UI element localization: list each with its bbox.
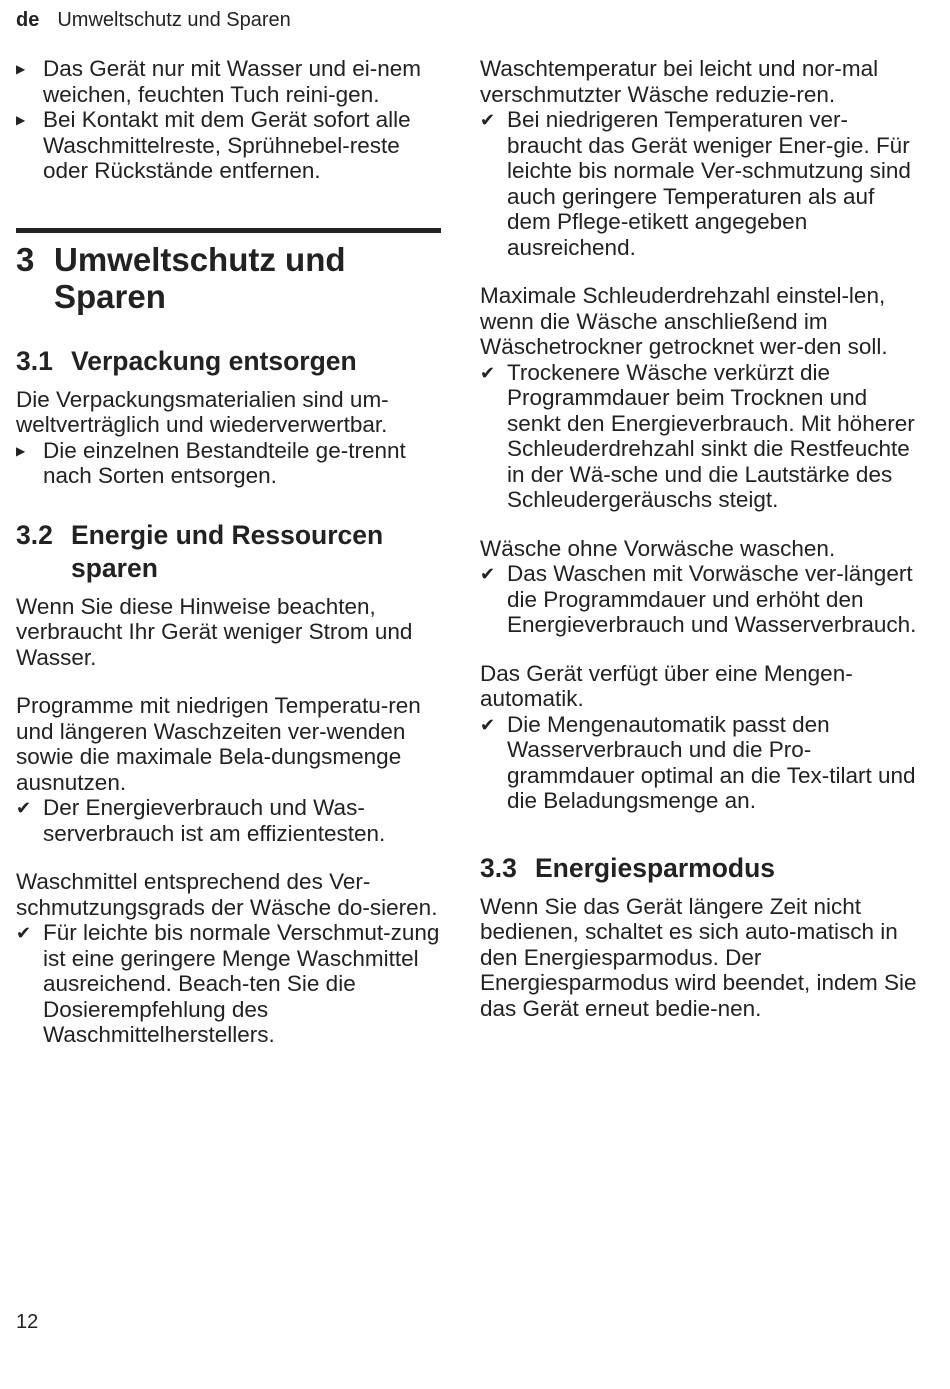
result-item: ✔ Das Waschen mit Vorwäsche ver-längert die Programmdauer und erhöht den Energieverbrauch und Wasserverbrauch.: [480, 561, 917, 637]
arrow-bullet-icon: ▶: [16, 443, 26, 458]
language-code: de: [16, 9, 40, 31]
page-number: 12: [16, 1311, 39, 1333]
instruction-bullet: ▶ Das Gerät nur mit Wasser und ei-nem weichen, feuchten Tuch reini-gen.: [16, 56, 422, 107]
paragraph: Waschmittel entsprechend des Ver-schmutzungsgrads der Wäsche do-sieren.: [16, 869, 438, 920]
check-icon: ✔: [16, 798, 32, 818]
check-icon: ✔: [480, 362, 496, 383]
chapter-heading: 3 Umweltschutz und Sparen: [16, 240, 346, 315]
check-icon: ✔: [16, 923, 32, 943]
paragraph: Die Verpackungsmaterialien sind um-weltverträglich und wiederverwertbar.: [16, 386, 389, 437]
page-header: [16, 9, 291, 32]
check-icon: ✔: [480, 564, 496, 584]
left-column: [16, 56, 441, 1048]
paragraph: Programme mit niedrigen Temperatu-ren und längeren Waschzeiten ver-wenden sowie die maximale Bela-dungsmenge ausnutzen.: [16, 693, 421, 795]
paragraph: Wäsche ohne Vorwäsche waschen.: [480, 535, 836, 561]
paragraph: Wenn Sie diese Hinweise beachten, verbraucht Ihr Gerät weniger Strom und Wasser.: [16, 593, 413, 670]
result-item: ✔ Der Energieverbrauch und Was-serverbrauch ist am effizientesten.: [16, 795, 386, 846]
paragraph: Das Gerät verfügt über eine Mengen-automatik.: [480, 660, 853, 711]
result-item: ✔ Die Mengenautomatik passt den Wasserverbrauch und die Pro-grammdauer optimal an die Tex-tilart und die Beladungsmenge an.: [480, 711, 916, 813]
result-item: ✔ Für leichte bis normale Verschmut-zung ist eine geringere Menge Waschmittel ausreichend. Beach-ten Sie die Dosierempfehlung des Waschmittelherstellers.: [16, 920, 440, 1047]
check-icon: ✔: [480, 110, 496, 130]
paragraph: Maximale Schleuderdrehzahl einstel-len, wenn die Wäsche anschließend im Wäschetrockner getrocknet wer-den soll.: [480, 283, 888, 359]
arrow-bullet-icon: ▶: [16, 113, 26, 127]
paragraph: Wenn Sie das Gerät längere Zeit nicht bedienen, schaltet es sich auto-matisch in den Energiesparmodus. Der Energiesparmodus wird beendet, indem Sie das Gerät erneut bedie-nen.: [480, 893, 917, 1021]
header-title: Umweltschutz und Sparen: [57, 9, 291, 31]
check-icon: ✔: [480, 714, 496, 735]
paragraph: Waschtemperatur bei leicht und nor-mal verschmutzter Wäsche reduzie-ren.: [480, 56, 879, 107]
result-item: ✔ Trockenere Wäsche verkürzt die Programmdauer beim Trocknen und senkt den Energieverbrauch. Mit höherer Schleuderdrehzahl sinkt die Restfeuchte in der Wä-sche und die Lautstärke des Schleudergeräuschs steigt.: [480, 359, 915, 512]
section-heading-3-1: 3.1 Verpackung entsorgen: [16, 345, 357, 376]
instruction-bullet: ▶ Bei Kontakt mit dem Gerät sofort alle Waschmittelreste, Sprühnebel-reste oder Rückstände entfernen.: [16, 107, 411, 183]
instruction-bullet: ▶ Die einzelnen Bestandteile ge-trennt nach Sorten entsorgen.: [16, 437, 406, 488]
result-item: ✔ Bei niedrigeren Temperaturen ver-braucht das Gerät weniger Ener-gie. Für leichte bis normale Ver-schmutzung sind auch geringere Temperaturen als auf dem Pflege-etikett angegeben ausreichend.: [480, 107, 911, 260]
right-column: [480, 56, 920, 1021]
arrow-bullet-icon: ▶: [16, 62, 26, 76]
section-heading-3-3: 3.3 Energiesparmodus: [480, 852, 776, 883]
section-heading-3-2: 3.2 Energie und Ressourcen sparen: [16, 519, 384, 583]
chapter-rule: [16, 228, 441, 233]
